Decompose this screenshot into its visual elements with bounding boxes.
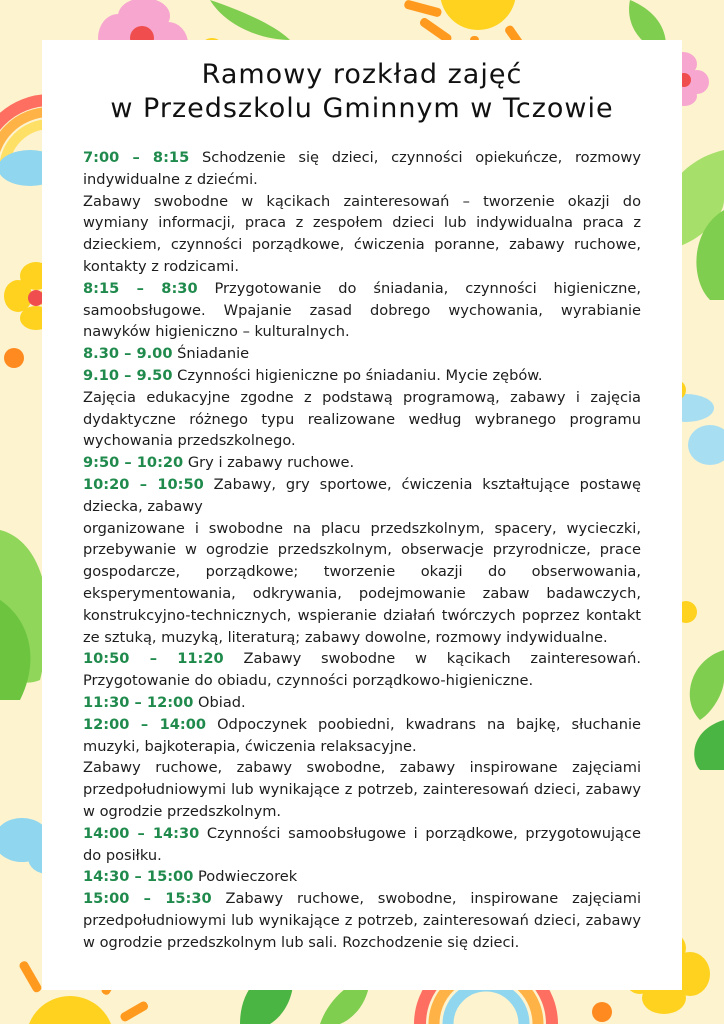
- schedule-entry: [83, 866, 641, 888]
- schedule-text: Gry i zabawy ruchowe.: [183, 454, 355, 472]
- schedule-text: Przygotowanie do śniadania, czynności higieniczne, samoobsługowe. Wpajanie zasad dobrego wychowania, wyrabianie nawyków higieniczno – kulturalnych.: [83, 279, 641, 341]
- schedule-text: Odpoczynek poobiedni, kwadrans na bajkę, słuchanie muzyki, bajkoterapia, ćwiczenia relaksacyjne.: [83, 715, 641, 755]
- schedule-entry: [83, 387, 641, 452]
- schedule-time: 14:30 – 15:00: [83, 868, 194, 886]
- schedule-time: 9.10 – 9.50: [83, 366, 173, 384]
- schedule-entry: [83, 888, 641, 953]
- page-title: [42, 58, 682, 126]
- leaf-icon: [690, 650, 724, 720]
- leaf-icon: [210, 0, 290, 40]
- schedule-time: 11:30 – 12:00: [83, 693, 194, 711]
- schedule-time: 12:00 – 14:00: [83, 715, 207, 733]
- schedule-text: Schodzenie się dzieci, czynności opiekuńcze, rozmowy indywidualne z dziećmi.: [83, 149, 641, 188]
- schedule-entry: [83, 343, 641, 365]
- schedule-time: 8:15 – 8:30: [83, 279, 198, 297]
- schedule-entry: [83, 191, 641, 278]
- schedule-entry: [83, 147, 641, 191]
- schedule-entry: [83, 823, 641, 867]
- schedule-text: Obiad.: [193, 693, 246, 711]
- schedule-entry: [83, 518, 641, 649]
- schedule-entry: [83, 474, 641, 518]
- schedule-text: organizowane i swobodne na placu przedszkolnym, spacery, wycieczki, przebywanie w ogrodzie przedszkolnym, obserwacje przyrodnicze, prace gospodarcze, porządkowe; tworzenie okazji do obserwowania, eksperymentowania, odkrywania, podejmowanie zabaw badawczych, konstrukcyjno-technicznych, wspieranie działań twórczych poprzez kontakt ze sztuką, muzyką, literaturą; zabawy dowolne, rozmowy indywidualne.: [83, 519, 641, 646]
- schedule-time: 10:20 – 10:50: [83, 475, 204, 493]
- schedule-entry: [83, 278, 641, 343]
- schedule-text: Zabawy ruchowe, swobodne, inspirowane zajęciami przedpołudniowymi lub wynikające z potrzeb, zainteresowań dzieci, zabawy w ogrodzie przedszkolnym lub sali. Rozchodzenie się dzieci.: [83, 890, 641, 951]
- schedule-list: [83, 147, 641, 953]
- schedule-text: Zabawy swobodne w kącikach zainteresowań. Przygotowanie do obiadu, czynności porządkowo-higieniczne.: [83, 650, 641, 690]
- schedule-text: Zabawy, gry sportowe, ćwiczenia kształtujące postawę dziecka, zabawy: [83, 475, 642, 515]
- schedule-time: 9:50 – 10:20: [83, 454, 184, 472]
- schedule-time: 14:00 – 14:30: [83, 824, 200, 842]
- schedule-entry: [83, 452, 641, 474]
- schedule-entry: [83, 365, 641, 387]
- schedule-entry: [83, 692, 641, 714]
- schedule-text: Śniadanie: [172, 345, 250, 363]
- schedule-text: Zabawy ruchowe, zabawy swobodne, zabawy inspirowane zajęciami przedpołudniowymi lub wynikające z potrzeb, zainteresowań dzieci, zabawy w ogrodzie przedszkolnym.: [83, 759, 641, 820]
- schedule-text: Zabawy swobodne w kącikach zainteresowań – tworzenie okazji do wymiany informacji, praca z zespołem dzieci lub indywidualna praca z dzieckiem, czynności porządkowe, ćwiczenia poranne, zabawy ruchowe, kontakty z rodzicami.: [83, 192, 641, 275]
- title-line-1: Ramowy rozkład zajęć: [201, 59, 523, 90]
- schedule-text: Zajęcia edukacyjne zgodne z podstawą programową, zabawy i zajęcia dydaktyczne różnego typu realizowane według wybranego programu wychowania przedszkolnego.: [83, 388, 641, 450]
- schedule-time: 8.30 – 9.00: [83, 345, 173, 363]
- schedule-entry: [83, 757, 641, 822]
- schedule-time: 10:50 – 11:20: [83, 650, 224, 668]
- schedule-text: Czynności samoobsługowe i porządkowe, przygotowujące do posiłku.: [83, 824, 641, 864]
- schedule-time: 7:00 – 8:15: [83, 149, 190, 166]
- title-line-2: w Przedszkolu Gminnym w Tczowie: [110, 93, 614, 124]
- schedule-text: Czynności higieniczne po śniadaniu. Mycie zębów.: [172, 366, 543, 384]
- schedule-entry: [83, 648, 641, 692]
- schedule-entry: [83, 714, 641, 758]
- schedule-text: Podwieczorek: [193, 868, 298, 886]
- leaf-icon: [694, 720, 724, 770]
- schedule-time: 15:00 – 15:30: [83, 890, 212, 908]
